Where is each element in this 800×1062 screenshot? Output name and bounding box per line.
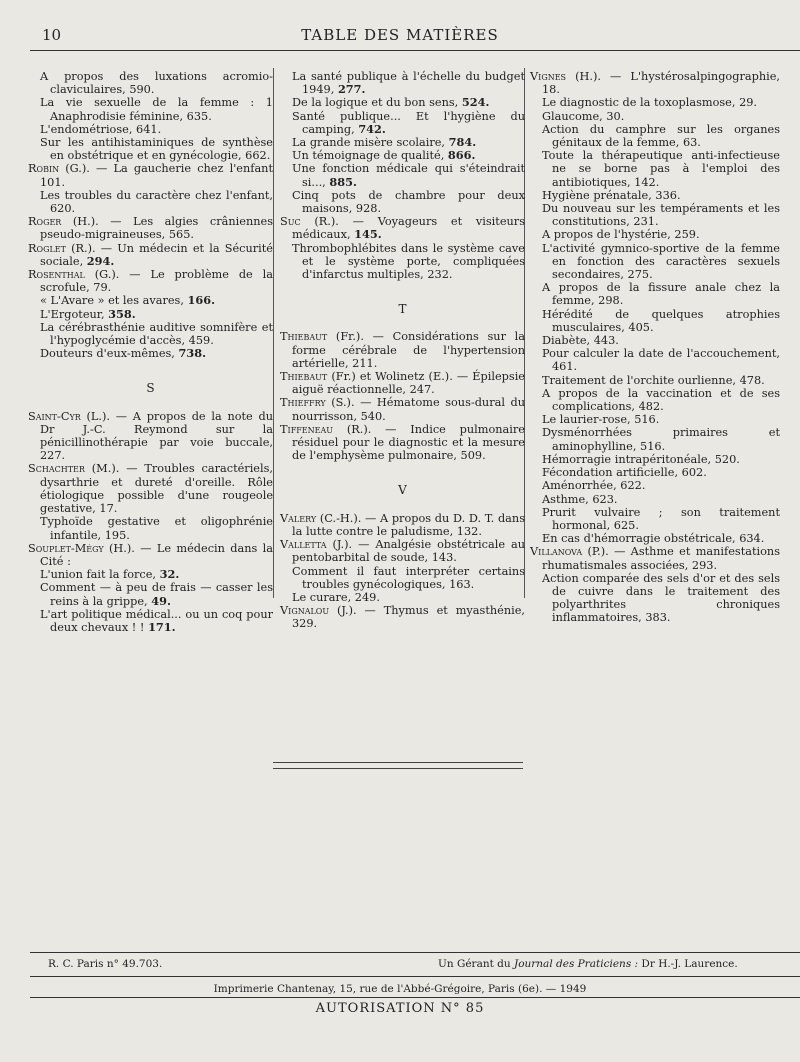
entry-title: Thrombophlébites dans le système cave et le système porte, compliquées d'infarctus multiples, — [292, 241, 525, 282]
section-letter-s: S — [146, 381, 155, 396]
index-entry — [530, 374, 780, 387]
entry-title: Une fonction médicale qui s'éteindrait si..., — [292, 162, 525, 189]
footer-rule — [30, 976, 800, 977]
page-reference: 482. — [638, 400, 664, 414]
index-entry — [280, 396, 525, 422]
entry-title: Le curare, — [292, 590, 355, 604]
page-reference: 227. — [40, 449, 66, 463]
page-reference: 277. — [337, 82, 366, 97]
index-column-2 — [280, 70, 525, 631]
page-reference: 101. — [40, 175, 66, 189]
entry-list — [280, 330, 525, 462]
page-reference: 516. — [634, 413, 660, 427]
index-entry — [530, 70, 780, 96]
index-entry — [28, 70, 273, 96]
entry-title: (J.). — Analgésie obstétricale au pentobarbital de soude, — [292, 538, 525, 565]
page-reference: 195. — [104, 528, 130, 542]
footer-rule — [30, 997, 800, 998]
page-reference: 928. — [355, 202, 382, 216]
page-reference: 635. — [186, 109, 212, 123]
page-reference: 329. — [292, 617, 318, 631]
author-name: Robin — [28, 162, 60, 176]
entry-list — [28, 70, 273, 360]
page-reference: 163. — [449, 577, 475, 591]
page-reference: 590. — [129, 83, 155, 97]
index-entry — [28, 308, 273, 321]
page-reference: 662. — [245, 149, 271, 163]
index-entry — [530, 308, 780, 334]
index-entry — [28, 294, 273, 307]
entry-title: (M.). — Troubles caractériels, dysarthrie et dureté d'oreille. Rôle étiologique possible d'une rougeole gestative, — [40, 462, 273, 516]
page-reference: 524. — [461, 95, 490, 110]
index-entry — [530, 506, 780, 532]
entry-title: Comment — à peu de frais — casser les reins à la grippe, — [40, 581, 273, 608]
page-reference: 459. — [188, 334, 214, 348]
author-name: Thieffry — [280, 396, 326, 410]
page-reference: 866. — [447, 148, 476, 163]
entry-title: (J.). — Thymus et myasthénie, — [329, 604, 525, 618]
index-entry — [280, 538, 525, 564]
journal-name: Journal des Praticiens : — [513, 958, 639, 970]
index-entry — [530, 572, 780, 625]
entry-title: Toute la thérapeutique anti-infectieuse ne se borne pas à l'emploi des antibiotiques, — [542, 149, 780, 189]
index-entry — [280, 96, 525, 109]
page-reference: 249. — [354, 590, 380, 604]
page-reference: 30. — [606, 109, 625, 123]
entry-title: Asthme, — [542, 492, 593, 506]
index-entry — [530, 387, 780, 413]
index-entry — [28, 515, 273, 541]
entry-title: A propos de la fissure anale chez la femme, — [542, 281, 780, 308]
author-name: Schachter — [28, 462, 85, 476]
entry-list — [280, 512, 525, 631]
author-name: Valery — [280, 511, 317, 525]
page-reference: 247. — [409, 383, 435, 397]
entry-title: (H.). — Les algies crâniennes pseudo-migraineuses, — [40, 215, 273, 242]
index-entry — [280, 370, 525, 396]
entry-title: Hygiène prénatale, — [542, 188, 656, 202]
index-entry — [530, 110, 780, 123]
page-reference: 143. — [431, 551, 457, 565]
page-reference: 294. — [86, 253, 115, 268]
entry-title: (H.). — L'hystérosalpingographie, — [566, 70, 780, 83]
entry-title: (L.). — A propos de la note du Dr J.-C. Reymond sur la pénicillinothérapie par voie buccale, — [40, 409, 273, 450]
author-name: Roglet — [28, 241, 66, 255]
page-reference: 620. — [50, 202, 76, 216]
entry-title: Typhoïde gestative et oligophrénie infantile, — [40, 515, 273, 542]
page-reference: 231. — [633, 215, 659, 229]
index-entry — [530, 149, 780, 189]
entry-title: Fécondation artificielle, — [542, 466, 682, 480]
page-reference: 634. — [739, 532, 765, 546]
index-entry — [280, 189, 525, 215]
index-entry — [530, 228, 780, 241]
index-entry — [280, 604, 525, 630]
author-name: Roger — [28, 215, 62, 229]
page-title: TABLE DES MATIÈRES — [301, 26, 499, 44]
author-name: Vignes — [530, 70, 567, 83]
index-entry — [280, 110, 525, 136]
author-name: Rosenthal — [28, 268, 85, 282]
index-entry — [280, 162, 525, 188]
entry-title: « L'Avare » et les avares, — [40, 294, 188, 308]
page-reference: 63. — [682, 136, 701, 150]
entry-title: Diabète, — [542, 334, 594, 348]
author-name: Villanova — [530, 545, 583, 559]
index-entry — [530, 426, 780, 452]
page-reference: 540. — [360, 409, 386, 423]
index-entry — [28, 410, 273, 463]
entry-title: Glaucome, — [542, 109, 607, 123]
entry-title: (G.). — La gaucherie chez l'enfant — [59, 162, 273, 176]
index-entry — [28, 608, 273, 634]
page-reference: 622. — [620, 479, 646, 493]
page-reference: 275. — [627, 268, 653, 282]
page-reference: 32. — [159, 567, 180, 582]
index-entry — [530, 493, 780, 506]
section-letter-v: V — [398, 483, 407, 498]
page-reference: 17. — [99, 502, 118, 516]
entry-title: En cas d'hémorragie obstétricale, — [542, 532, 740, 546]
entry-list — [530, 70, 780, 625]
index-entry — [530, 453, 780, 466]
index-entry — [530, 466, 780, 479]
divider — [273, 762, 523, 763]
entry-title: Douteurs d'eux-mêmes, — [40, 347, 179, 361]
entry-title: (R.). — Un médecin et la Sécurité sociale, — [40, 241, 273, 268]
page-reference: 232. — [427, 268, 453, 282]
page-reference: 336. — [655, 188, 681, 202]
entry-list — [28, 410, 273, 634]
index-entry — [280, 70, 525, 96]
page-reference: 885. — [329, 174, 357, 189]
index-entry — [280, 565, 525, 591]
printer-line: Imprimerie Chantenay, 15, rue de l'Abbé-Grégoire, Paris (6e). — 1949 — [213, 983, 587, 995]
column-divider — [273, 68, 274, 598]
entry-title: Un témoignage de qualité, — [292, 149, 448, 163]
page-reference: 18. — [542, 83, 560, 97]
author-name: Thiebaut — [280, 330, 328, 344]
page-reference: 166. — [187, 293, 216, 308]
index-entry — [280, 242, 525, 282]
entry-title: La vie sexuelle de la femme : 1 Anaphrodisie féminine, — [40, 96, 273, 123]
header-rule — [30, 50, 800, 51]
entry-title: Le laurier-rose, — [542, 413, 635, 427]
author-name: Saint-Cyr — [28, 409, 81, 423]
entry-title: Cinq pots de chambre pour deux maisons, — [292, 188, 525, 216]
entry-title: Sur les antihistaminiques de synthèse en obstétrique et en gynécologie, — [40, 136, 273, 163]
entry-title: De la logique et du bon sens, — [292, 96, 462, 110]
entry-title: La grande misère scolaire, — [292, 136, 449, 150]
page-reference: 145. — [354, 227, 382, 242]
page-reference: 49. — [151, 593, 171, 608]
index-entry — [280, 512, 525, 538]
manager-line — [438, 958, 738, 970]
page-reference: 516. — [640, 439, 666, 453]
index-entry — [530, 479, 780, 492]
index-entry — [28, 462, 273, 515]
entry-title: Action comparée des sels d'or et des sels de cuivre dans le traitement des polyarthrites chroniques inflammatoires, — [542, 571, 780, 625]
index-entry — [28, 162, 273, 188]
page-reference: 461. — [552, 360, 578, 374]
page-reference: 520. — [714, 452, 740, 466]
page-reference: 405. — [628, 320, 654, 334]
entry-title: Le diagnostic de la toxoplasmose, — [542, 96, 740, 110]
entry-title: Pour calculer la date de l'accouchement, — [542, 347, 780, 361]
entry-title: (Fr.) et Wolinetz (E.). — Épilepsie aiguë réactionnelle, — [292, 370, 525, 397]
entry-title: Hémorragie intrapéritonéale, — [542, 452, 715, 466]
entry-title: L'art politique médical... ou un coq pour deux chevaux ! ! — [40, 607, 273, 634]
entry-title: L'endométriose, — [40, 122, 137, 136]
page-reference: 565. — [168, 228, 195, 242]
page-reference: 293. — [691, 558, 718, 572]
page-reference: 358. — [108, 306, 136, 321]
index-entry — [28, 123, 273, 136]
page-reference: 784. — [448, 135, 477, 150]
entry-title: (G.). — Le problème de la scrofule, — [40, 268, 273, 295]
entry-title: L'union fait la force, — [40, 568, 160, 582]
index-column-3 — [530, 70, 780, 625]
entry-title: A propos de la vaccination et de ses complications, — [542, 386, 780, 414]
index-entry — [28, 347, 273, 360]
entry-title: L'Ergoteur, — [40, 307, 109, 321]
entry-title: (H.). — Le médecin dans la Cité : — [40, 541, 273, 568]
index-entry — [530, 96, 780, 109]
index-entry — [530, 347, 780, 373]
entry-title: Prurit vulvaire ; son traitement hormonal, — [542, 505, 780, 532]
authorization: AUTORISATION N° 85 — [315, 1001, 485, 1016]
entry-title: Les troubles du caractère chez l'enfant, — [40, 188, 273, 202]
registry-number: R. C. Paris n° 49.703. — [48, 958, 163, 970]
entry-title: (P.). — Asthme et manifestations rhumatismales associées, — [542, 545, 780, 572]
entry-title: L'activité gymnico-sportive de la femme en fonction des caractères sexuels secondaires, — [542, 241, 780, 282]
entry-title: (C.-H.). — A propos du D. D. T. dans la lutte contre le paludisme, — [292, 511, 525, 538]
entry-title: La cérébrasthénie auditive somnifère et l'hypoglycémie d'accès, — [40, 320, 273, 348]
entry-title: (S.). — Hématome sous-dural du nourrisson, — [292, 396, 525, 423]
section-letter-t: T — [398, 302, 407, 317]
page-reference: 132. — [456, 524, 482, 538]
entry-title: La santé publique à l'échelle du budget 1949, — [292, 70, 525, 97]
index-entry — [28, 215, 273, 241]
page-reference: 602. — [681, 466, 707, 480]
index-entry — [280, 136, 525, 149]
page-reference: 742. — [358, 121, 386, 136]
index-entry — [530, 545, 780, 571]
index-entry — [28, 136, 273, 162]
index-entry — [28, 321, 273, 347]
entry-title: Hérédité de quelques atrophies musculaires, — [542, 307, 780, 334]
index-entry — [28, 581, 273, 607]
entry-title: Traitement de l'orchite ourlienne, — [542, 373, 740, 387]
entry-title: (R.). — Voyageurs et visiteurs médicaux, — [292, 215, 525, 242]
entry-title: (R.). — Indice pulmonaire résiduel pour le diagnostic et la mesure de l'emphysème pulmonaire, — [292, 422, 525, 463]
manager-name: Dr H.-J. Laurence. — [638, 958, 738, 970]
page-reference: 509. — [460, 449, 486, 463]
index-entry — [530, 413, 780, 426]
index-entry — [530, 242, 780, 282]
entry-title: Action du camphre sur les organes génitaux de la femme, — [542, 122, 780, 150]
page-reference: 641. — [136, 122, 162, 136]
entry-title: Santé publique... Et l'hygiène du camping, — [292, 109, 525, 136]
page-reference: 142. — [634, 175, 660, 189]
index-entry — [28, 189, 273, 215]
entry-title: A propos de l'hystérie, — [542, 228, 675, 242]
index-entry — [28, 568, 273, 581]
entry-list — [280, 70, 525, 281]
index-entry — [280, 591, 525, 604]
index-entry — [28, 268, 273, 294]
page-reference: 79. — [93, 281, 112, 295]
footer-rule — [30, 952, 800, 953]
entry-title: (Fr.). — Considérations sur la forme cérébrale de l'hypertension artérielle, — [292, 330, 525, 370]
index-entry — [530, 532, 780, 545]
page-reference: 478. — [739, 373, 765, 387]
index-entry — [280, 423, 525, 463]
index-column-1 — [28, 70, 273, 634]
index-entry — [280, 149, 525, 162]
page-reference: 171. — [148, 619, 176, 634]
index-entry — [280, 330, 525, 370]
entry-title: Aménorrhée, — [542, 479, 621, 493]
index-entry — [530, 334, 780, 347]
page-reference: 298. — [598, 294, 624, 308]
index-entry — [28, 242, 273, 268]
page-reference: 623. — [592, 492, 618, 506]
author-name: Souplet-Mégy — [28, 541, 104, 555]
page-reference: 443. — [593, 334, 619, 348]
index-entry — [530, 202, 780, 228]
author-name: Valletta — [280, 538, 327, 552]
author-name: Vignalou — [280, 604, 330, 618]
author-name: Tiffeneau — [280, 422, 333, 436]
author-name: Thiebaut — [280, 370, 328, 384]
entry-title: Dysménorrhées primaires et aminophylline, — [542, 426, 780, 453]
page-reference: 259. — [674, 228, 700, 242]
index-entry — [530, 281, 780, 307]
page-reference: 211. — [352, 356, 378, 370]
divider — [273, 768, 523, 769]
index-entry — [530, 123, 780, 149]
index-entry — [280, 215, 525, 241]
index-entry — [28, 96, 273, 122]
manager-prefix: Un Gérant du — [438, 958, 514, 970]
entry-title: A propos des luxations acromio-claviculaires, — [40, 70, 273, 97]
page-reference: 383. — [645, 611, 671, 625]
page-reference: 625. — [613, 518, 639, 532]
page-number: 10 — [42, 26, 62, 44]
index-entry — [530, 189, 780, 202]
page-reference: 738. — [178, 346, 207, 361]
index-entry — [28, 542, 273, 568]
page-reference: 29. — [739, 96, 758, 110]
author-name: Suc — [280, 215, 301, 229]
entry-title: Comment il faut interpréter certains troubles gynécologiques, — [292, 564, 525, 591]
entry-title: Du nouveau sur les tempéraments et les constitutions, — [542, 202, 780, 229]
